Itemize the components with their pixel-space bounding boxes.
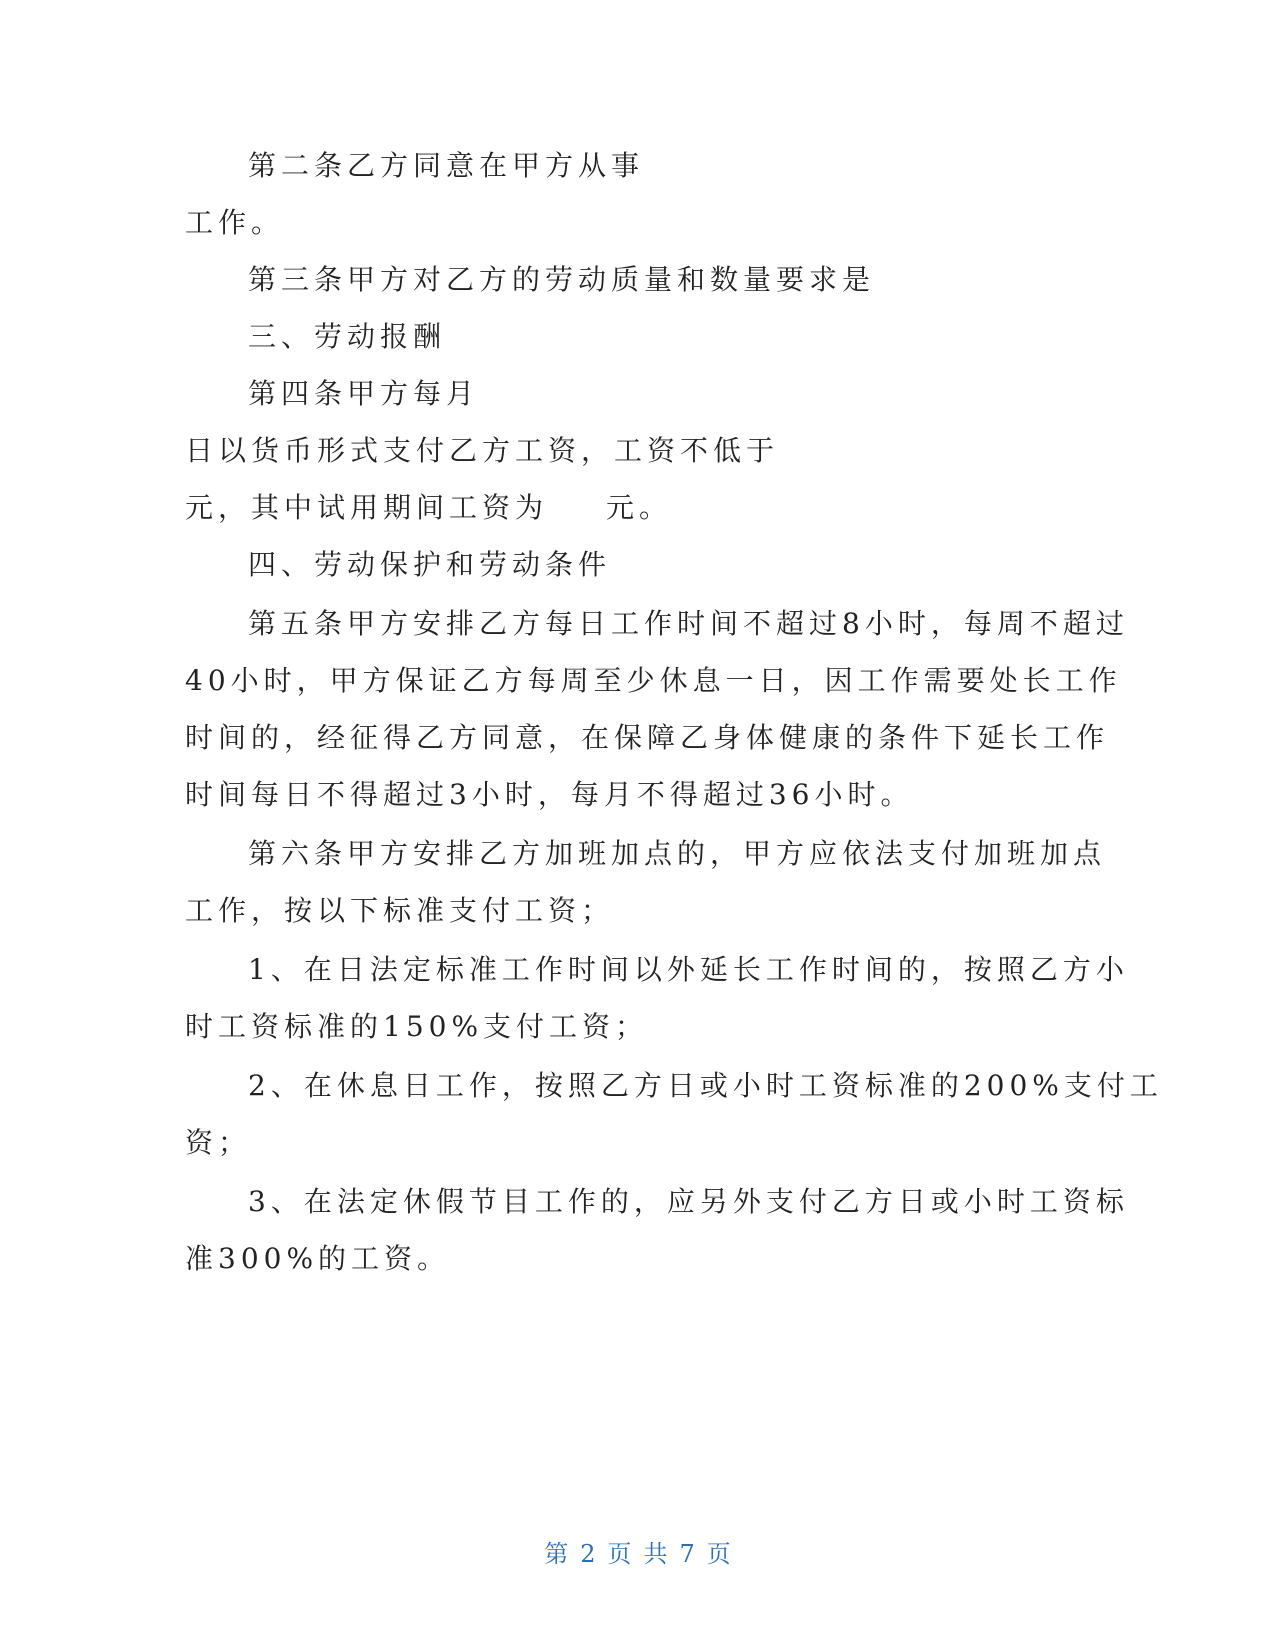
footer-page-unit: 页 <box>607 1540 632 1568</box>
text-line: 资； <box>185 1126 252 1159</box>
text-line: 日以货币形式支付乙方工资，工资不低于 <box>185 434 780 467</box>
page-footer <box>0 1537 1275 1571</box>
total-pages-number: 7 <box>679 1540 695 1568</box>
text-line: 40小时，甲方保证乙方每周至少休息一日，因工作需要处长工作 <box>185 664 1122 697</box>
section-heading: 三、劳动报酬 <box>248 320 447 353</box>
text-line: 准300%的工资。 <box>185 1242 451 1275</box>
text-line: 工作。 <box>185 206 285 239</box>
text-line: 时工资标准的150%支付工资； <box>185 1010 649 1043</box>
text-line: 第二条乙方同意在甲方从事 <box>248 149 645 182</box>
text-line: 第四条甲方每月 <box>248 377 480 410</box>
text-line: 第六条甲方安排乙方加班加点的，甲方应依法支付加班加点 <box>248 837 1107 870</box>
text-line: 1、在日法定标准工作时间以外延长工作时间的，按照乙方小 <box>248 953 1129 986</box>
text-line: 3、在法定休假节目工作的，应另外支付乙方日或小时工资标 <box>248 1185 1129 1218</box>
text-fragment: 元。 <box>606 491 673 524</box>
text-line <box>185 488 1085 528</box>
text-fragment: 元，其中试用期间工资为 <box>185 491 549 524</box>
footer-page-label: 第 <box>544 1540 569 1568</box>
text-line: 2、在休息日工作，按照乙方日或小时工资标准的200%支付工 <box>248 1069 1163 1102</box>
text-line: 第三条甲方对乙方的劳动质量和数量要求是 <box>248 263 876 296</box>
text-line: 时间每日不得超过3小时，每月不得超过36小时。 <box>185 778 914 811</box>
current-page-number: 2 <box>580 1540 596 1568</box>
text-line: 工作，按以下标准支付工资； <box>185 894 615 927</box>
text-line: 第五条甲方安排乙方每日工作时间不超过8小时，每周不超过 <box>248 607 1129 640</box>
section-heading: 四、劳动保护和劳动条件 <box>248 548 612 581</box>
text-line: 时间的，经征得乙方同意，在保障乙身体健康的条件下延长工作 <box>185 721 1110 754</box>
footer-total-label: 共 <box>643 1540 668 1568</box>
footer-total-unit: 页 <box>706 1540 731 1568</box>
